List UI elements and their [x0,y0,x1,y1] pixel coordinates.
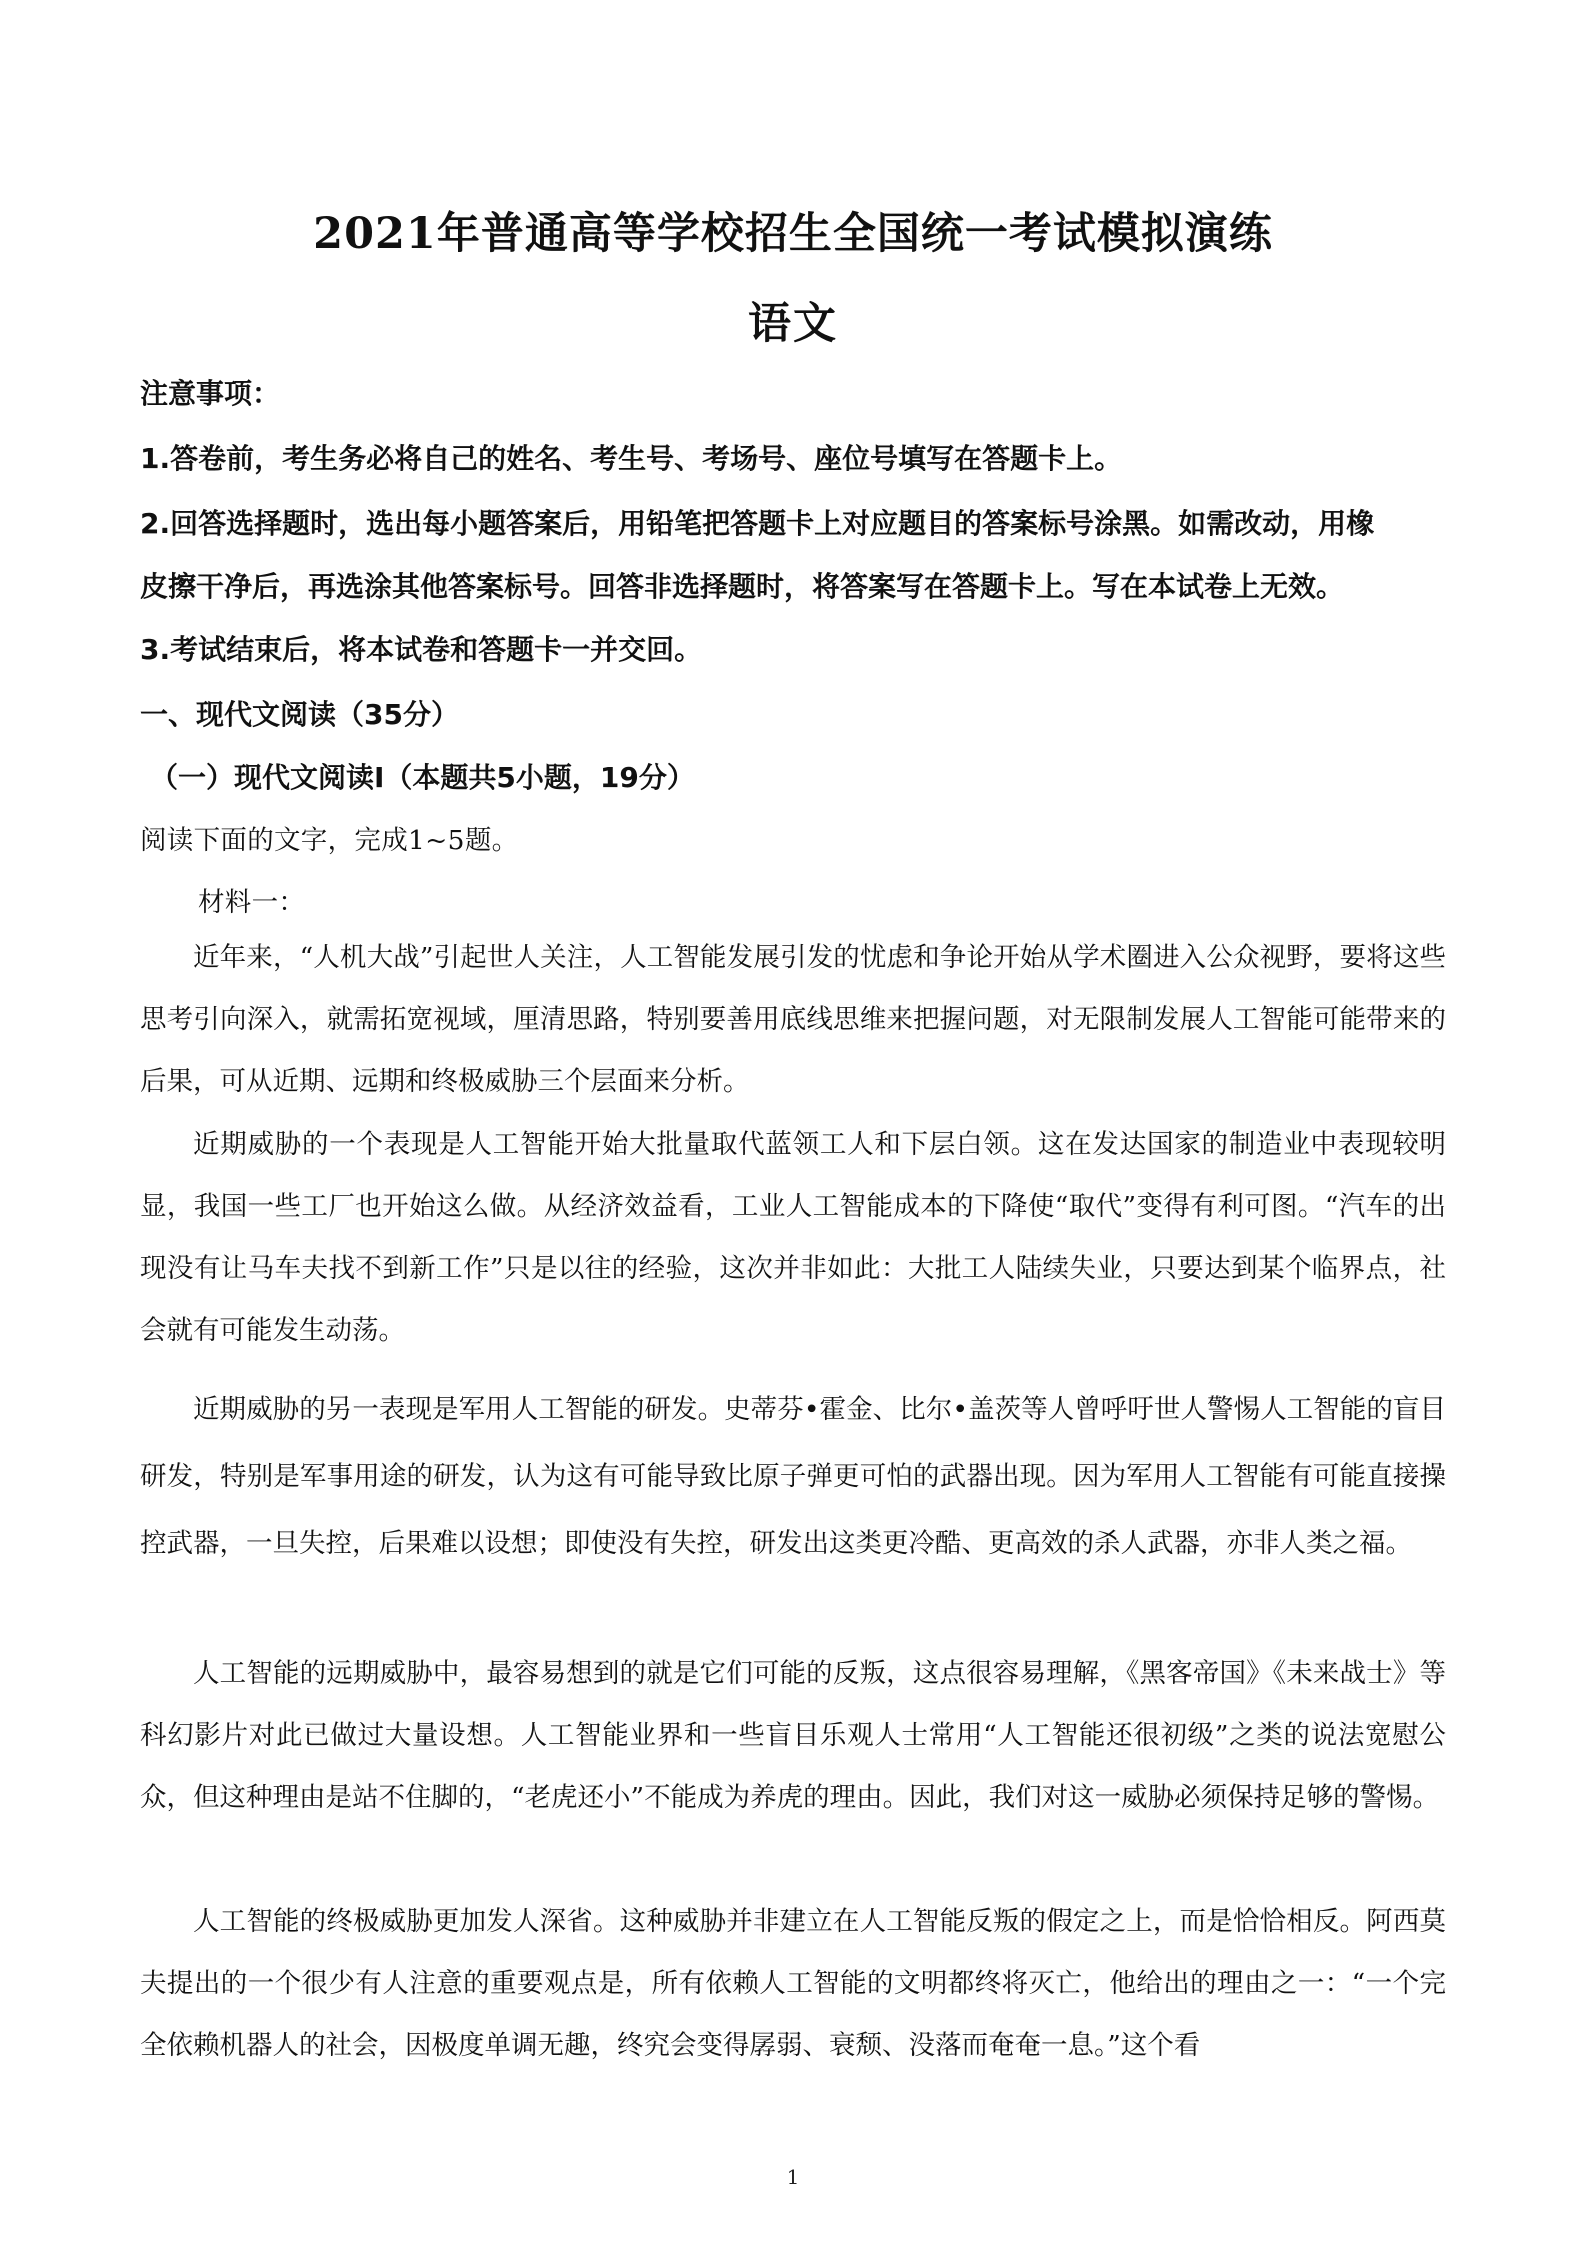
notice-item-3: 3.考试结束后，将本试卷和答题卡一并交回。 [140,633,703,666]
exam-title: 2021年普通高等学校招生全国统一考试模拟演练 [313,209,1273,259]
paragraph-3: 近期威胁的另一表现是军用人工智能的研发。史蒂芬•霍金、比尔•盖茨等人曾呼吁世人警惕人工智能的盲目研发，特别是军事用途的研发，认为这有可能导致比原子弹更可怕的武器出现。因为军用人工智能有可能直接操控武器，一旦失控，后果难以设想；即使没有失控，研发出这类更冷酷、更高效的杀人武器，亦非人类之福。 [140,1394,1446,1559]
notice-item-1: 1.答卷前，考生务必将自己的姓名、考生号、考场号、座位号填写在答题卡上。 [140,442,1123,475]
reading-instruction: 阅读下面的文字，完成1~5题。 [140,825,519,856]
paragraph-4: 人工智能的远期威胁中，最容易想到的就是它们可能的反叛，这点很容易理解，《黑客帝国》《未来战士》等科幻影片对此已做过大量设想。人工智能业界和一些盲目乐观人士常用“人工智能还很初级”之类的说法宽慰公众，但这种理由是站不住脚的，“老虎还小”不能成为养虎的理由。因此，我们对这一威胁必须保持足够的警惕。 [140,1658,1446,1813]
notice-heading: 注意事项： [140,377,281,410]
paragraph-5: 人工智能的终极威胁更加发人深省。这种威胁并非建立在人工智能反叛的假定之上，而是恰恰相反。阿西莫夫提出的一个很少有人注意的重要观点是，所有依赖人工智能的文明都终将灭亡，他给出的理由之一：“一个完全依赖机器人的社会，因极度单调无趣，终究会变得孱弱、衰颓、没落而奄奄一息。”这个看 [140,1906,1446,2061]
page-number: 1 [786,2165,800,2189]
notice-item-2-line-2: 皮擦干净后，再选涂其他答案标号。回答非选择题时，将答案写在答题卡上。写在本试卷上无效。 [140,570,1345,603]
section-heading: 一、现代文阅读（35分） [140,698,459,731]
paragraph-1: 近年来，“人机大战”引起世人关注，人工智能发展引发的忧虑和争论开始从学术圈进入公众视野，要将这些思考引向深入，就需拓宽视域，厘清思路，特别要善用底线思维来把握问题，对无限制发展人工智能可能带来的后果，可从近期、远期和终极威胁三个层面来分析。 [140,942,1446,1097]
notice-item-2-line-1: 2.回答选择题时，选出每小题答案后，用铅笔把答题卡上对应题目的答案标号涂黑。如需改动，用橡 [140,507,1375,540]
material-label: 材料一： [198,887,306,918]
subject-title: 语文 [748,299,838,349]
section-subheading: （一）现代文阅读Ⅰ（本题共5小题，19分） [150,761,695,794]
paragraph-2: 近期威胁的一个表现是人工智能开始大批量取代蓝领工人和下层白领。这在发达国家的制造业中表现较明显，我国一些工厂也开始这么做。从经济效益看，工业人工智能成本的下降使“取代”变得有利可图。“汽车的出现没有让马车夫找不到新工作”只是以往的经验，这次并非如此：大批工人陆续失业，只要达到某个临界点，社会就有可能发生动荡。 [140,1129,1446,1346]
